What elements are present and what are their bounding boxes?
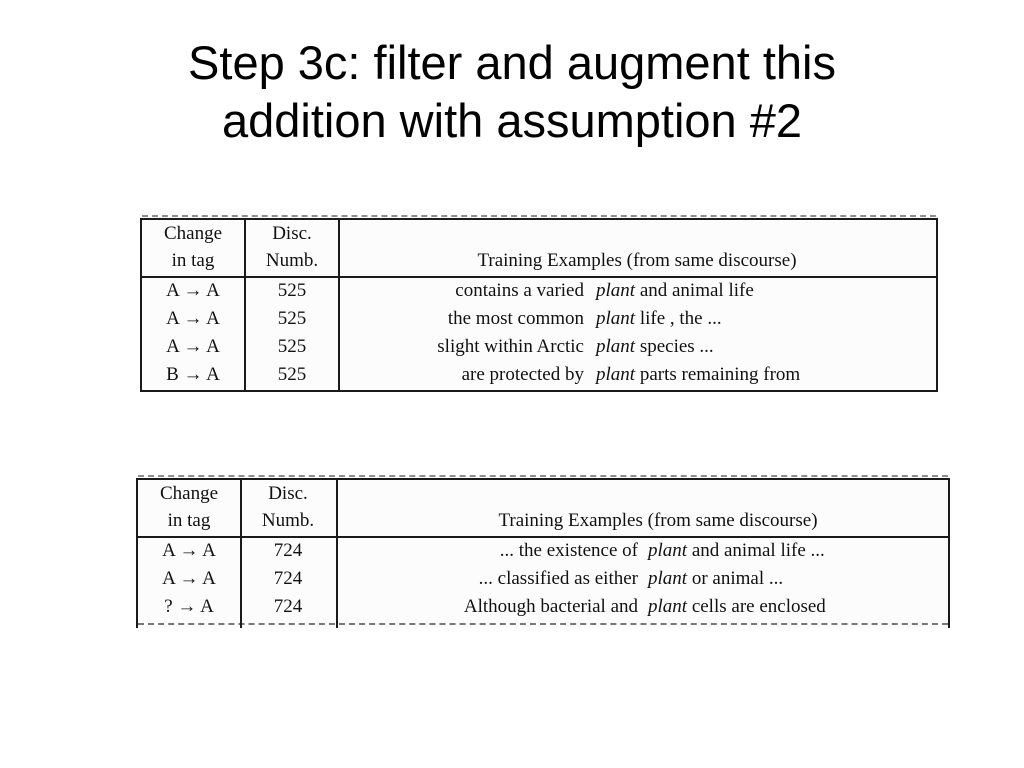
context-right xyxy=(596,277,754,305)
header-disc-line1: Disc. xyxy=(268,483,308,504)
disc-cell: 724 xyxy=(273,540,303,561)
context-right-text: and animal life ... xyxy=(691,540,825,561)
context-left: are protected by xyxy=(461,364,584,385)
change-cell: A → A xyxy=(162,540,216,561)
header-change-line1: Change xyxy=(163,223,223,244)
context-right-text: cells are enclosed xyxy=(691,596,826,617)
header-disc-line2: Numb. xyxy=(265,250,319,271)
context-right xyxy=(648,537,825,565)
context-right-text: life , the ... xyxy=(639,308,722,329)
header-training-examples: Training Examples (from same discourse) xyxy=(498,510,818,531)
disc-cell: 724 xyxy=(273,596,303,617)
context-left: the most common xyxy=(447,308,584,329)
keyword: plant xyxy=(596,280,636,301)
disc-cell: 525 xyxy=(277,308,307,329)
context-left: ... classified as either xyxy=(478,568,638,589)
header-disc-line1: Disc. xyxy=(272,223,312,244)
table-cut-edge xyxy=(138,623,948,631)
context-right-text: and animal life xyxy=(639,280,754,301)
context-right-text: species ... xyxy=(639,336,714,357)
keyword: plant xyxy=(596,364,636,385)
context-right xyxy=(596,305,722,333)
context-right xyxy=(648,565,783,593)
title-line-2: addition with assumption #2 xyxy=(221,94,803,147)
keyword: plant xyxy=(596,336,636,357)
keyword: plant xyxy=(596,308,636,329)
context-right xyxy=(596,361,800,389)
keyword: plant xyxy=(648,540,688,561)
context-right-text: parts remaining from xyxy=(639,364,801,385)
keyword: plant xyxy=(648,568,688,589)
disc-cell: 525 xyxy=(277,280,307,301)
change-cell: A → A xyxy=(166,308,220,329)
change-cell: B → A xyxy=(166,364,220,385)
change-cell: A → A xyxy=(162,568,216,589)
disc-cell: 525 xyxy=(277,336,307,357)
context-right-text: or animal ... xyxy=(691,568,784,589)
header-change-line2: in tag xyxy=(171,250,215,271)
header-change-line2: in tag xyxy=(167,510,211,531)
change-cell: A → A xyxy=(166,280,220,301)
training-table-525 xyxy=(140,218,938,392)
keyword: plant xyxy=(648,596,688,617)
context-left: slight within Arctic xyxy=(437,336,584,357)
context-left: contains a varied xyxy=(455,280,584,301)
disc-cell: 525 xyxy=(277,364,307,385)
context-left: ... the existence of xyxy=(499,540,638,561)
slide-title xyxy=(0,34,1024,150)
training-table-724 xyxy=(136,478,950,628)
context-right xyxy=(648,593,826,621)
title-line-1: Step 3c: filter and augment this xyxy=(188,36,836,89)
disc-cell: 724 xyxy=(273,568,303,589)
header-training-examples: Training Examples (from same discourse) xyxy=(477,250,797,271)
change-cell: A → A xyxy=(166,336,220,357)
context-right xyxy=(596,333,714,361)
header-change-line1: Change xyxy=(159,483,219,504)
header-disc-line2: Numb. xyxy=(261,510,315,531)
context-left: Although bacterial and xyxy=(463,596,638,617)
change-cell: ? → A xyxy=(164,596,214,617)
